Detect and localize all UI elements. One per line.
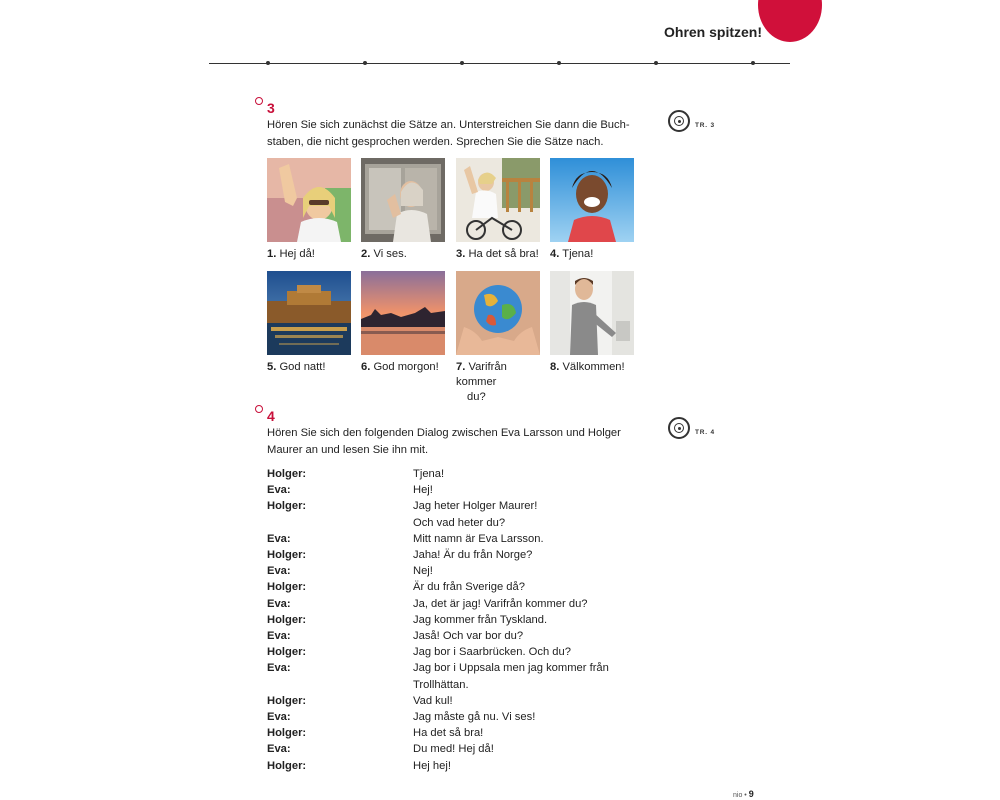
dialog-line: Jag måste gå nu. Vi ses! bbox=[413, 711, 536, 723]
dialog-line: Ha det så bra! bbox=[413, 727, 484, 740]
dialog-speaker: Eva: bbox=[267, 597, 291, 610]
cyclist-waving-photo bbox=[456, 158, 540, 242]
dialog-speaker: Eva: bbox=[267, 662, 291, 675]
dialog-line: Jag bor i Uppsala men jag kommer från bbox=[413, 662, 609, 675]
dialog-speaker: Eva: bbox=[267, 630, 291, 642]
instruction-line: Hören Sie sich zunächst die Sätze an. Unterstreichen Sie dann die Buch- bbox=[267, 119, 630, 131]
dialog-line: Och vad heter du? bbox=[413, 516, 506, 529]
dialog-line: Jaså! Och var bor du? bbox=[413, 630, 524, 642]
caption-3: 3. Ha det så bra! bbox=[456, 248, 539, 260]
caption-6: 6. God morgon! bbox=[361, 361, 439, 373]
man-at-door-photo bbox=[550, 271, 634, 355]
instruction-line: staben, die nicht gesprochen werden. Sprechen Sie die Sätze nach. bbox=[267, 135, 604, 148]
smiling-woman-photo bbox=[550, 158, 634, 242]
sunrise-lake-photo bbox=[361, 271, 445, 355]
exercise-4-instruction bbox=[267, 425, 647, 458]
dialog-speaker: Holger: bbox=[267, 581, 307, 594]
page-footer: nio • 9 bbox=[733, 789, 754, 799]
dialog-line: Är du från Sverige då? bbox=[413, 581, 525, 594]
dialog-speaker: Holger: bbox=[267, 727, 307, 740]
dialog-line: Jag heter Holger Maurer! bbox=[413, 500, 538, 513]
waving-woman-photo bbox=[267, 158, 351, 242]
divider-dot bbox=[751, 61, 755, 65]
dialog-speaker: Eva: bbox=[267, 743, 291, 756]
city-at-night-photo bbox=[267, 271, 351, 355]
instruction-line: Maurer an und lesen Sie ihn mit. bbox=[267, 443, 429, 456]
dialog-line: Trollhättan. bbox=[413, 678, 469, 691]
caption-1: 1. Hej då! bbox=[267, 248, 315, 260]
divider-dot bbox=[654, 61, 658, 65]
exercise-marker-icon bbox=[255, 405, 263, 413]
dialog-line: Jag kommer från Tyskland. bbox=[413, 613, 548, 626]
audio-cd-icon[interactable] bbox=[668, 110, 690, 132]
page-number: 9 bbox=[748, 789, 754, 799]
dialog-line: Nej! bbox=[413, 565, 433, 578]
exercise-4-number: 4 bbox=[267, 408, 275, 424]
dialog-speaker: Holger: bbox=[267, 468, 307, 480]
divider-dot bbox=[363, 61, 367, 65]
caption-7: 7. Varifrån kommer du? bbox=[456, 361, 507, 403]
dialog-speaker: Holger: bbox=[267, 549, 307, 561]
dialog-speaker: Eva: bbox=[267, 565, 291, 578]
dialog-line: Jaha! Är du från Norge? bbox=[413, 549, 533, 561]
dialog-line: Hej! bbox=[413, 484, 433, 497]
dialog-speaker: Holger: bbox=[267, 646, 307, 659]
track-label: TR. 3 bbox=[695, 122, 715, 129]
dialog-speaker: Eva: bbox=[267, 484, 291, 497]
dialog-line: Mitt namn är Eva Larsson. bbox=[413, 532, 544, 545]
dialog-line: Vad kul! bbox=[413, 694, 453, 707]
dialog-speaker: Eva: bbox=[267, 532, 291, 545]
exercise-3-number: 3 bbox=[267, 100, 275, 116]
dialog-line: Du med! Hej då! bbox=[413, 743, 494, 756]
dialog-line: Hej hej! bbox=[413, 759, 451, 772]
track-label: TR. 4 bbox=[695, 429, 715, 436]
divider-dot bbox=[266, 61, 270, 65]
dialog-speaker: Eva: bbox=[267, 711, 291, 723]
caption-5: 5. God natt! bbox=[267, 361, 326, 373]
header-divider bbox=[209, 63, 790, 64]
globe-in-hands-photo bbox=[456, 271, 540, 355]
instruction-line: Hören Sie sich den folgenden Dialog zwischen Eva Larsson und Holger bbox=[267, 427, 621, 439]
dialog-speaker: Holger: bbox=[267, 759, 307, 772]
caption-4: 4. Tjena! bbox=[550, 248, 594, 260]
section-title: Ohren spitzen! bbox=[664, 24, 763, 40]
red-corner-tab bbox=[758, 0, 822, 42]
dialog-line: Ja, det är jag! Varifrån kommer du? bbox=[413, 597, 588, 610]
dialog-line: Jag bor i Saarbrücken. Och du? bbox=[413, 646, 571, 659]
audio-cd-icon[interactable] bbox=[668, 417, 690, 439]
exercise-3-instruction bbox=[267, 117, 647, 150]
woman-in-bus-photo bbox=[361, 158, 445, 242]
exercise-marker-icon bbox=[255, 97, 263, 105]
brand-label: nio bbox=[733, 792, 743, 799]
divider-dot bbox=[460, 61, 464, 65]
dialog-speaker: Holger: bbox=[267, 613, 307, 626]
caption-8: 8. Välkommen! bbox=[550, 361, 625, 373]
divider-dot bbox=[557, 61, 561, 65]
dialog-speaker: Holger: bbox=[267, 694, 307, 707]
caption-2: 2. Vi ses. bbox=[361, 248, 407, 260]
dialog-speaker: Holger: bbox=[267, 500, 307, 513]
dialog-line: Tjena! bbox=[413, 468, 445, 480]
